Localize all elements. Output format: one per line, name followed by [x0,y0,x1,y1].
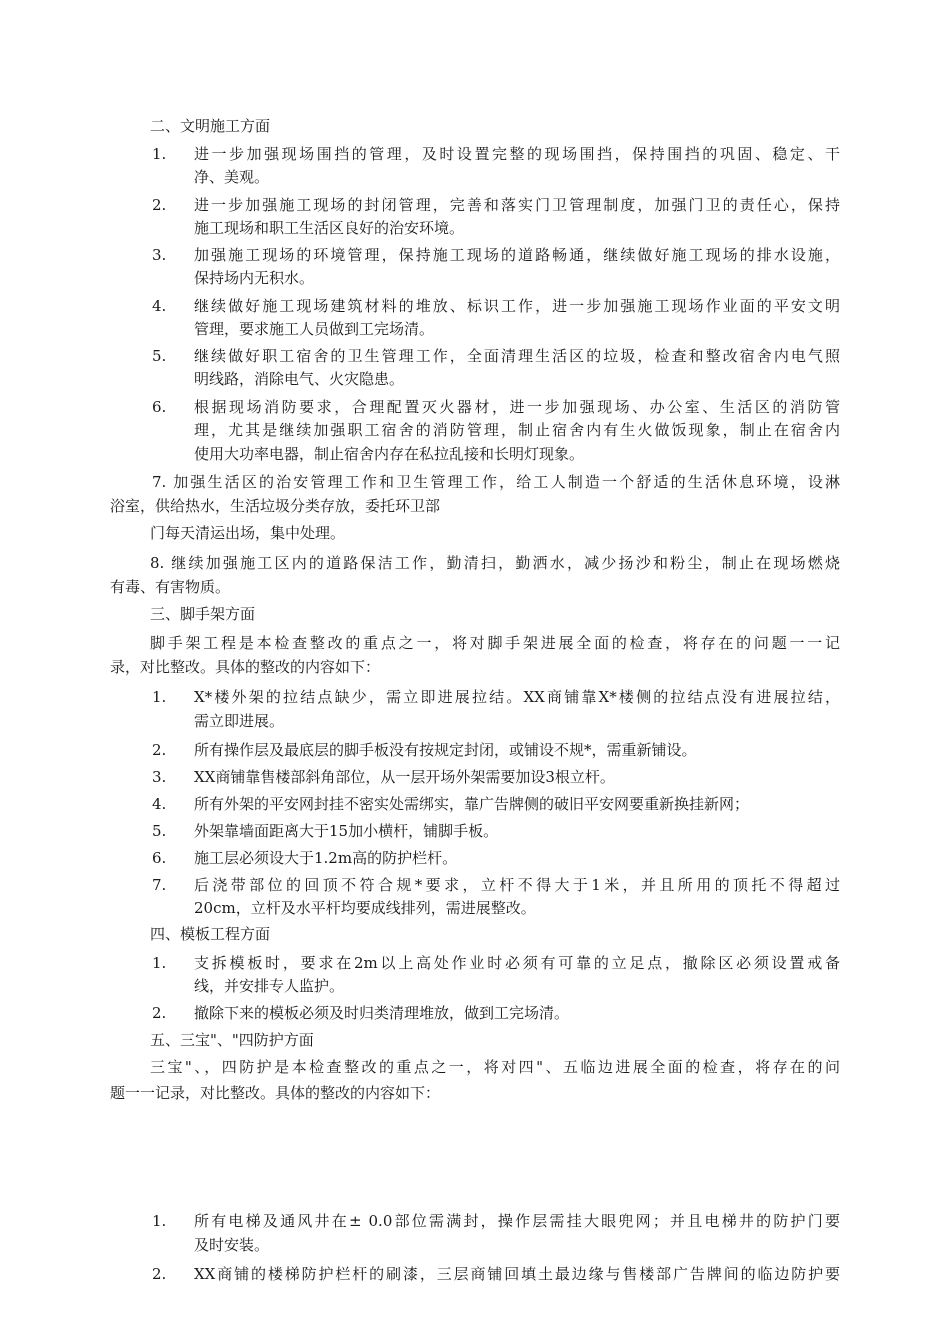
paragraph-item-7-continued: 浴室，供给热水，生活垃圾分类存放，委托环卫部 [110,497,441,515]
section-intro-continued: 录，对比整改。具体的整改的内容如下： [110,658,381,676]
paragraph-item-7-continued: 门每天清运出场，集中处理。 [150,524,346,542]
list-item-number: 6. [152,398,167,416]
list-item-number: 5. [152,347,167,365]
list-item-text: 所有外架的平安网封挂不密实处需绑实，靠广告牌侧的破旧平安网要重新换挂新网； [194,795,750,813]
list-item-text: 进一步加强现场围挡的管理，及时设置完整的现场围挡，保持围挡的巩固、稳定、干 [194,145,840,163]
list-item-number: 2. [152,1265,167,1283]
section-intro: 三宝"、，四防护是本检查整改的重点之一，将对四"、五临边进展全面的检查，将存在的问 [150,1058,840,1076]
list-item-text: 施工层必须设大于1.2m高的防护栏杆。 [194,849,458,867]
section-heading-formwork: 四、模板工程方面 [150,925,271,943]
paragraph-item-8: 8. 继续加强施工区内的道路保洁工作，勤清扫，勤洒水，减少扬沙和粉尘，制止在现场燃烧 [150,554,840,572]
list-item-text: 20cm，立杆及水平杆均要成线排列，需进展整改。 [194,899,536,917]
section-heading-three-treasures: 五、三宝"、"四防护方面 [150,1031,314,1049]
list-item-number: 6. [152,849,167,867]
list-item-text: 支拆模板时，要求在2m以上高处作业时必须有可靠的立足点，撤除区必须设置戒备 [194,954,840,972]
list-item-number: 3. [152,246,167,264]
section-heading-scaffolding: 三、脚手架方面 [150,605,256,623]
list-item-text: 撤除下来的模板必须及时归类清理堆放，做到工完场清。 [194,1004,570,1022]
list-item-number: 1. [152,688,167,706]
list-item-number: 4. [152,795,167,813]
list-item-text: XX商铺靠售楼部斜角部位，从一层开场外架需要加设3根立杆。 [194,768,615,786]
section-heading-civilized-construction: 二、文明施工方面 [150,117,271,135]
list-item-text: 管理，要求施工人员做到工完场清。 [194,320,435,338]
list-item-number: 4. [152,297,167,315]
list-item-number: 5. [152,822,167,840]
list-item-text: 线，并安排专人监护。 [194,977,345,995]
list-item-number: 3. [152,768,167,786]
list-item-text: 明线路，消除电气、火灾隐患。 [194,370,405,388]
list-item-number: 2. [152,1004,167,1022]
list-item-text: 根据现场消防要求，合理配置灭火器材，进一步加强现场、办公室、生活区的消防管 [194,398,840,416]
list-item-text: 保持场内无积水。 [194,269,315,287]
list-item-text: 施工现场和职工生活区良好的治安环境。 [194,219,465,237]
list-item-text: 外架靠墙面距离大于15加小横杆，铺脚手板。 [194,822,499,840]
list-item-text: X*楼外架的拉结点缺少，需立即进展拉结。XX商铺靠X*楼侧的拉结点没有进展拉结， [194,688,840,706]
list-item-text: 净、美观。 [194,168,270,186]
section-intro-continued: 题一一记录，对比整改。具体的整改的内容如下： [110,1084,441,1102]
list-item-text: 进一步加强施工现场的封闭管理，完善和落实门卫管理制度，加强门卫的责任心，保持 [194,196,840,214]
list-item-text: 所有电梯及通风井在± 0.0部位需满封，操作层需挂大眼兜网；并且电梯井的防护门要 [194,1212,840,1230]
list-item-number: 7. [152,876,167,894]
section-intro: 脚手架工程是本检查整改的重点之一，将对脚手架进展全面的检查，将存在的问题一一记 [150,634,840,652]
list-item-text: 需立即进展。 [194,712,285,730]
list-item-text: 及时安装。 [194,1236,270,1254]
list-item-number: 1. [152,954,167,972]
list-item-text: XX商铺的楼梯防护栏杆的刷漆，三层商铺回填土最边缘与售楼部广告牌间的临边防护要 [194,1265,840,1283]
list-item-text: 加强施工现场的环境管理，保持施工现场的道路畅通，继续做好施工现场的排水设施， [194,246,840,264]
list-item-text: 继续做好施工现场建筑材料的堆放、标识工作，进一步加强施工现场作业面的平安文明 [194,297,840,315]
list-item-number: 2. [152,741,167,759]
list-item-text: 后浇带部位的回顶不符合规*要求，立杆不得大于1米，并且所用的顶托不得超过 [194,876,840,894]
list-item-text: 所有操作层及最底层的脚手板没有按规定封闭，或铺设不规*，需重新铺设。 [194,741,697,759]
paragraph-item-8-continued: 有毒、有害物质。 [110,578,231,596]
list-item-number: 2. [152,196,167,214]
list-item-text: 使用大功率电器，制止宿舍内存在私拉乱接和长明灯现象。 [194,445,585,463]
list-item-number: 1. [152,1212,167,1230]
paragraph-item-7: 7. 加强生活区的治安管理工作和卫生管理工作，给工人制造一个舒适的生活休息环境，设淋 [152,473,840,491]
list-item-text: 继续做好职工宿舍的卫生管理工作，全面清理生活区的垃圾，检查和整改宿舍内电气照 [194,347,840,365]
list-item-number: 1. [152,145,167,163]
list-item-text: 理，尤其是继续加强职工宿舍的消防管理，制止宿舍内有生火做饭现象，制止在宿舍内 [194,421,840,439]
